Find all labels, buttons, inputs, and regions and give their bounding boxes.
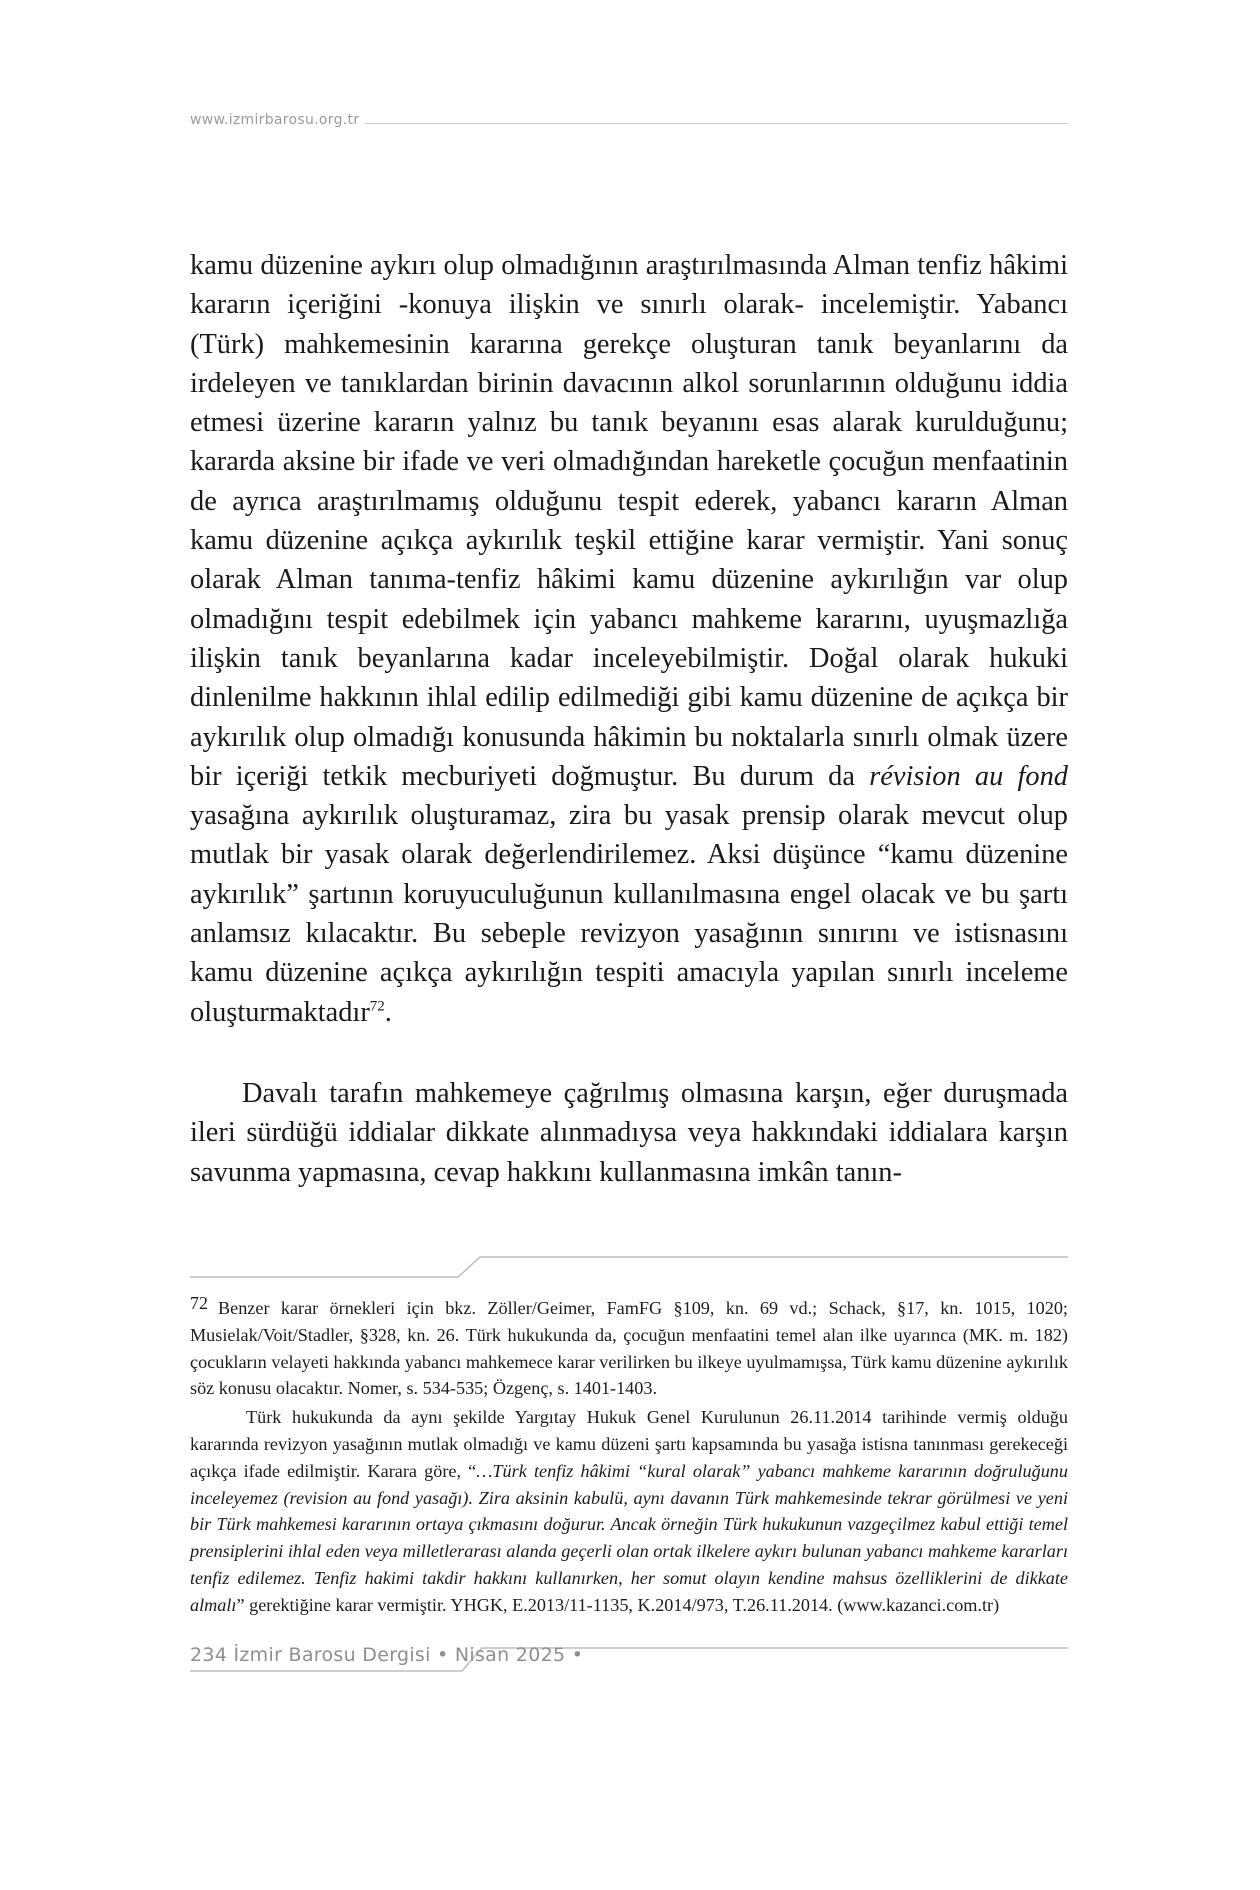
header-url: www.izmirbarosu.org.tr bbox=[190, 112, 365, 128]
paragraph-2: Davalı tarafın mahkemeye çağrılmış olmasına karşın, eğer duruşmada ileri sürdüğü iddialar dikkate alınmadıysa veya hakkındaki iddialara karşın savunma yapmasına, cevap hakkını kullanmasına imkân tanın- bbox=[190, 1077, 1068, 1188]
footnote-72-text-2a: Türk hukukunda da aynı şekilde Yargıtay Hukuk Genel Kurulunun 26.11.2014 tarihinde vermiş olduğu kararında revizyon yasağının mutlak olmadığı ve kamu düzeni şartı kapsamında bu yasağa istisna tanınması gerekeceği açıkça ifade edilmiştir. Karara göre, “ bbox=[190, 1407, 1068, 1481]
footnote-reference[interactable]: 72 bbox=[369, 998, 385, 1015]
footnotes bbox=[190, 1290, 1068, 1619]
paragraph-1-italic-term: révision au fond bbox=[869, 760, 1068, 792]
main-text bbox=[190, 246, 1068, 1192]
footnote-72-text-2b: ” gerektiğine karar vermiştir. YHGK, E.2013/11-1135, K.2014/973, T.26.11.2014. (www.kazanci.com.tr) bbox=[236, 1594, 1000, 1615]
footnote-number: 72 bbox=[190, 1293, 208, 1313]
footnote-separator bbox=[190, 1253, 1068, 1279]
paragraph-1-end: . bbox=[384, 996, 392, 1028]
paragraph-1-part-b: yasağına aykırılık oluşturamaz, zira bu yasak prensip olarak mevcut olup mutlak bir yasak olarak değerlendirilemez. Aksi düşünce “kamu düzenine aykırılık” şartının koruyuculuğunun kullanılmasına engel olacak ve bu şartı anlamsız kılacaktır. Bu sebeple revizyon yasağının sınırını ve istisnasını kamu düzenine açıkça aykırılığın tespiti amacıyla yapılan sınırlı inceleme oluşturmaktadır bbox=[190, 800, 1068, 1028]
footnote-72-quote: …Türk tenfiz hâkimi “kural olarak” yabancı mahkeme kararının doğruluğunu inceleyemez (revision au fond yasağı). Zira aksinin kabulü, aynı davanın Türk mahkemesinde tekrar görülmesi ve yeni bir Türk mahkemesi kararının ortaya çıkmasını doğurur. Ancak örneğin Türk hukukunun vazgeçilmez kabul ettiği temel prensiplerini ihlal eden veya milletlerarası alanda geçerli olan ortak ilkelere aykırı bulunan yabancı mahkeme kararları tenfiz edilemez. Tenfiz hakimi takdir hakkını kullanırken, her somut olayın kendine mahsus özelliklerini de dikkate almalı bbox=[190, 1460, 1068, 1615]
footnote-72-continued bbox=[190, 1404, 1068, 1618]
footer-text: 234 İzmir Barosu Dergisi • Nisan 2025 • bbox=[190, 1644, 584, 1666]
footnote-72 bbox=[190, 1290, 1068, 1402]
paragraph-1 bbox=[190, 246, 1068, 1032]
paragraph-1-part-a: kamu düzenine aykırı olup olmadığının araştırılmasında Alman tenfiz hâkimi kararın içeriğini -konuya ilişkin ve sınırlı olarak- incelemiştir. Yabancı (Türk) mahkemesinin kararına gerekçe oluşturan tanık beyanlarını da irdeleyen ve tanıklardan birinin davacının alkol sorunlarının olduğunu iddia etmesi üzerine kararın yalnız bu tanık beyanını esas alarak kurulduğunu; kararda aksine bir ifade ve veri olmadığından hareketle çocuğun menfaatinin de ayrıca araştırılmamış olduğunu tespit ederek, yabancı kararın Alman kamu düzenine açıkça aykırılık teşkil ettiğine karar vermiştir. Yani sonuç olarak Alman tanıma-tenfiz hâkimi kamu düzenine aykırılığın var olup olmadığını tespit edebilmek için yabancı mahkeme kararını, uyuşmazlığa ilişkin tanık beyanlarına kadar inceleyebilmiştir. Doğal olarak hukuki dinlenilme hakkının ihlal edilip edilmediği gibi kamu düzenine de açıkça bir aykırılık olup olmadığı konusunda hâkimin bu noktalarla sınırlı olmak üzere bir içeriği tetkik mecburiyeti doğmuştur. Bu durum da bbox=[190, 250, 1068, 792]
page-header bbox=[190, 112, 1068, 136]
footnote-72-text-1: Benzer karar örnekleri için bkz. Zöller/Geimer, FamFG §109, kn. 69 vd.; Schack, §17, kn. 1015, 1020; Musielak/Voit/Stadler, §328, kn. 26. Türk hukukunda da, çocuğun menfaatini temel alan ilke uyarınca (MK. m. 182) çocukların velayeti hakkında yabancı mahkemece karar verilirken bu ilkeye uyulmamışsa, Türk kamu düzenine aykırılık söz konusu olacaktır. Nomer, s. 534-535; Özgenç, s. 1401-1403. bbox=[190, 1298, 1068, 1399]
page-footer bbox=[190, 1644, 1068, 1674]
